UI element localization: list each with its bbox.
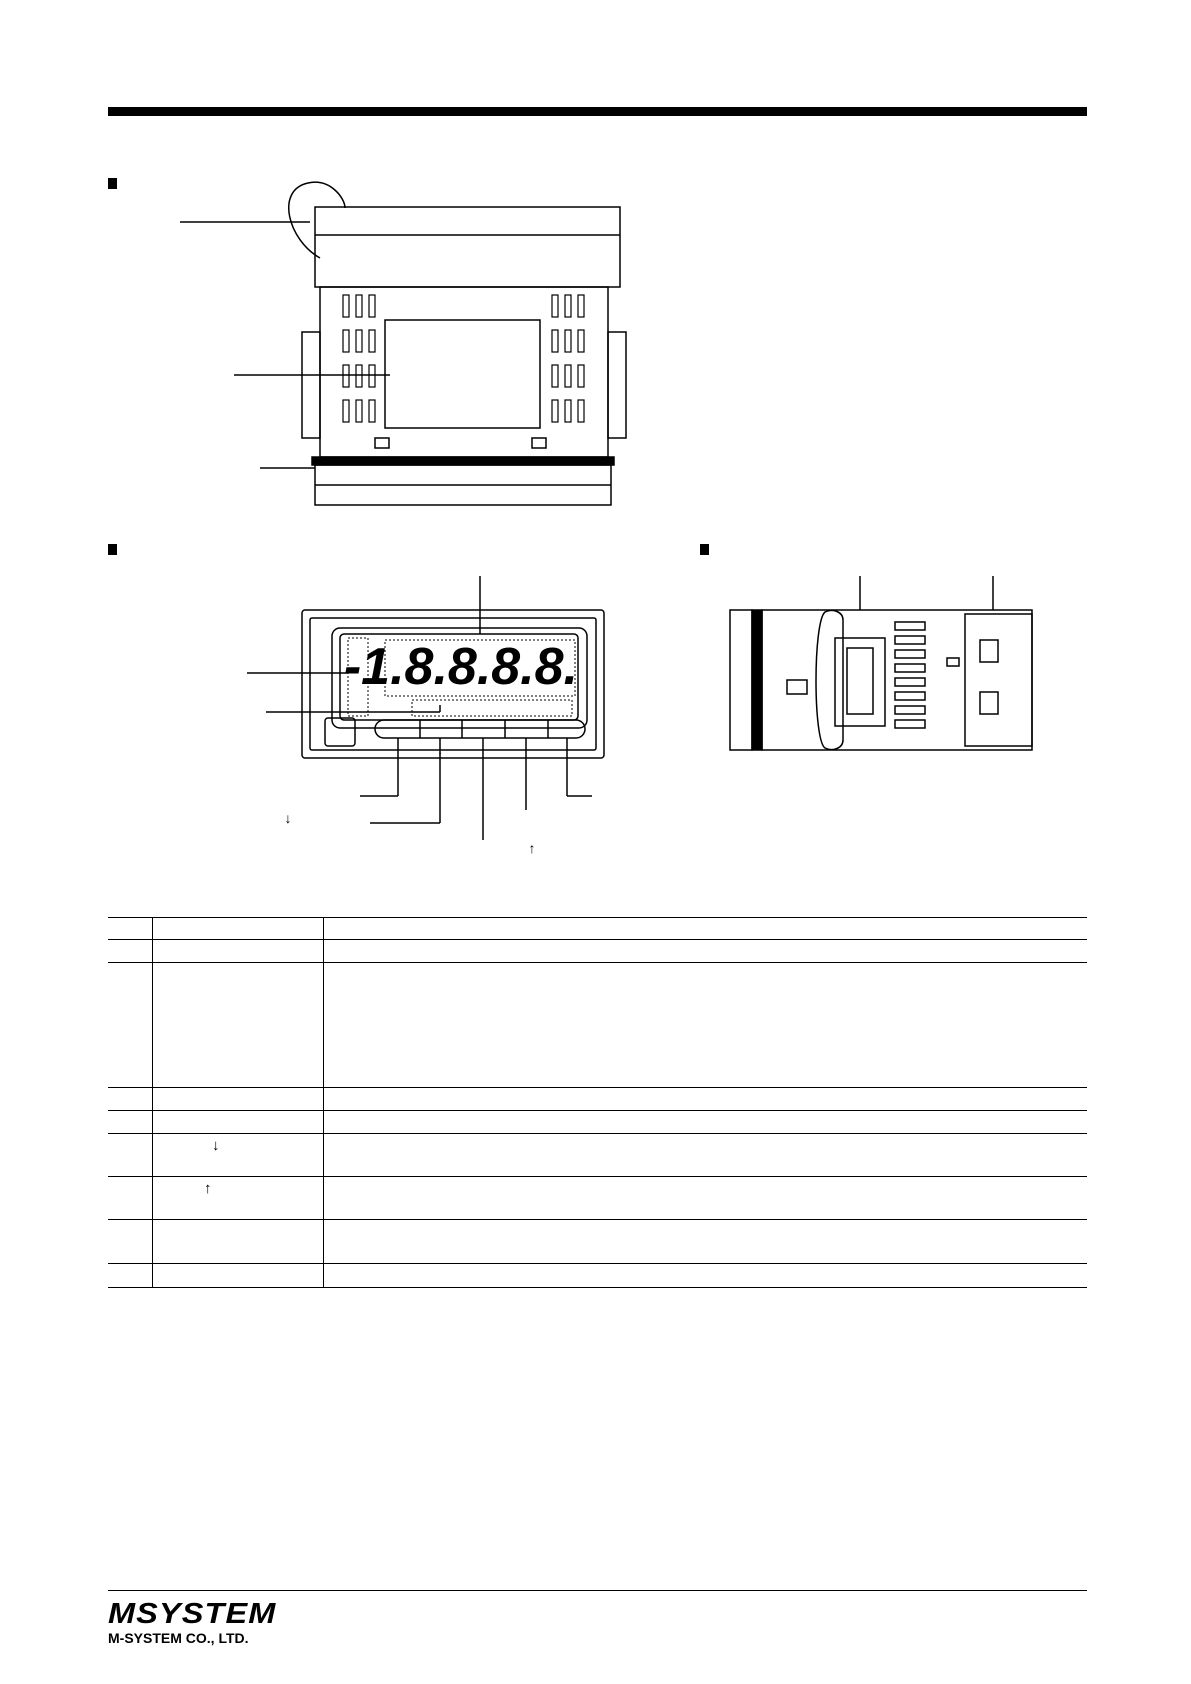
section-bullet-front-view <box>108 544 117 555</box>
table-row <box>108 1176 1087 1219</box>
table-row <box>108 1110 1087 1133</box>
company-logo: MSYSTEM <box>108 1598 277 1630</box>
table-row <box>108 1087 1087 1110</box>
vent-slots <box>343 295 584 422</box>
button-up-arrow: ↑ <box>480 746 486 757</box>
header-rule <box>108 107 1087 116</box>
table-row <box>108 1263 1087 1288</box>
company-name: M-SYSTEM CO., LTD. <box>108 1630 249 1646</box>
table-row <box>108 962 1087 1087</box>
label-down-arrow: ↓ <box>284 810 292 826</box>
display-readout: -1.8.8.8.8. <box>343 638 578 696</box>
side-view-figure <box>725 570 1055 770</box>
table-row <box>108 939 1087 962</box>
row-up-arrow: ↑ <box>204 1180 212 1197</box>
table-header-row <box>108 917 1087 939</box>
row-down-arrow: ↓ <box>212 1137 220 1154</box>
button-down-arrow: ↓ <box>437 746 443 757</box>
table-row <box>108 1133 1087 1176</box>
top-view-figure <box>170 180 640 520</box>
label-up-arrow: ↑ <box>528 840 536 856</box>
description-table <box>108 917 1087 1288</box>
section-bullet-side-view <box>700 544 709 555</box>
footer-rule <box>108 1590 1087 1591</box>
table-row <box>108 1219 1087 1263</box>
front-view-figure <box>240 570 620 860</box>
section-bullet-top-view <box>108 178 117 189</box>
